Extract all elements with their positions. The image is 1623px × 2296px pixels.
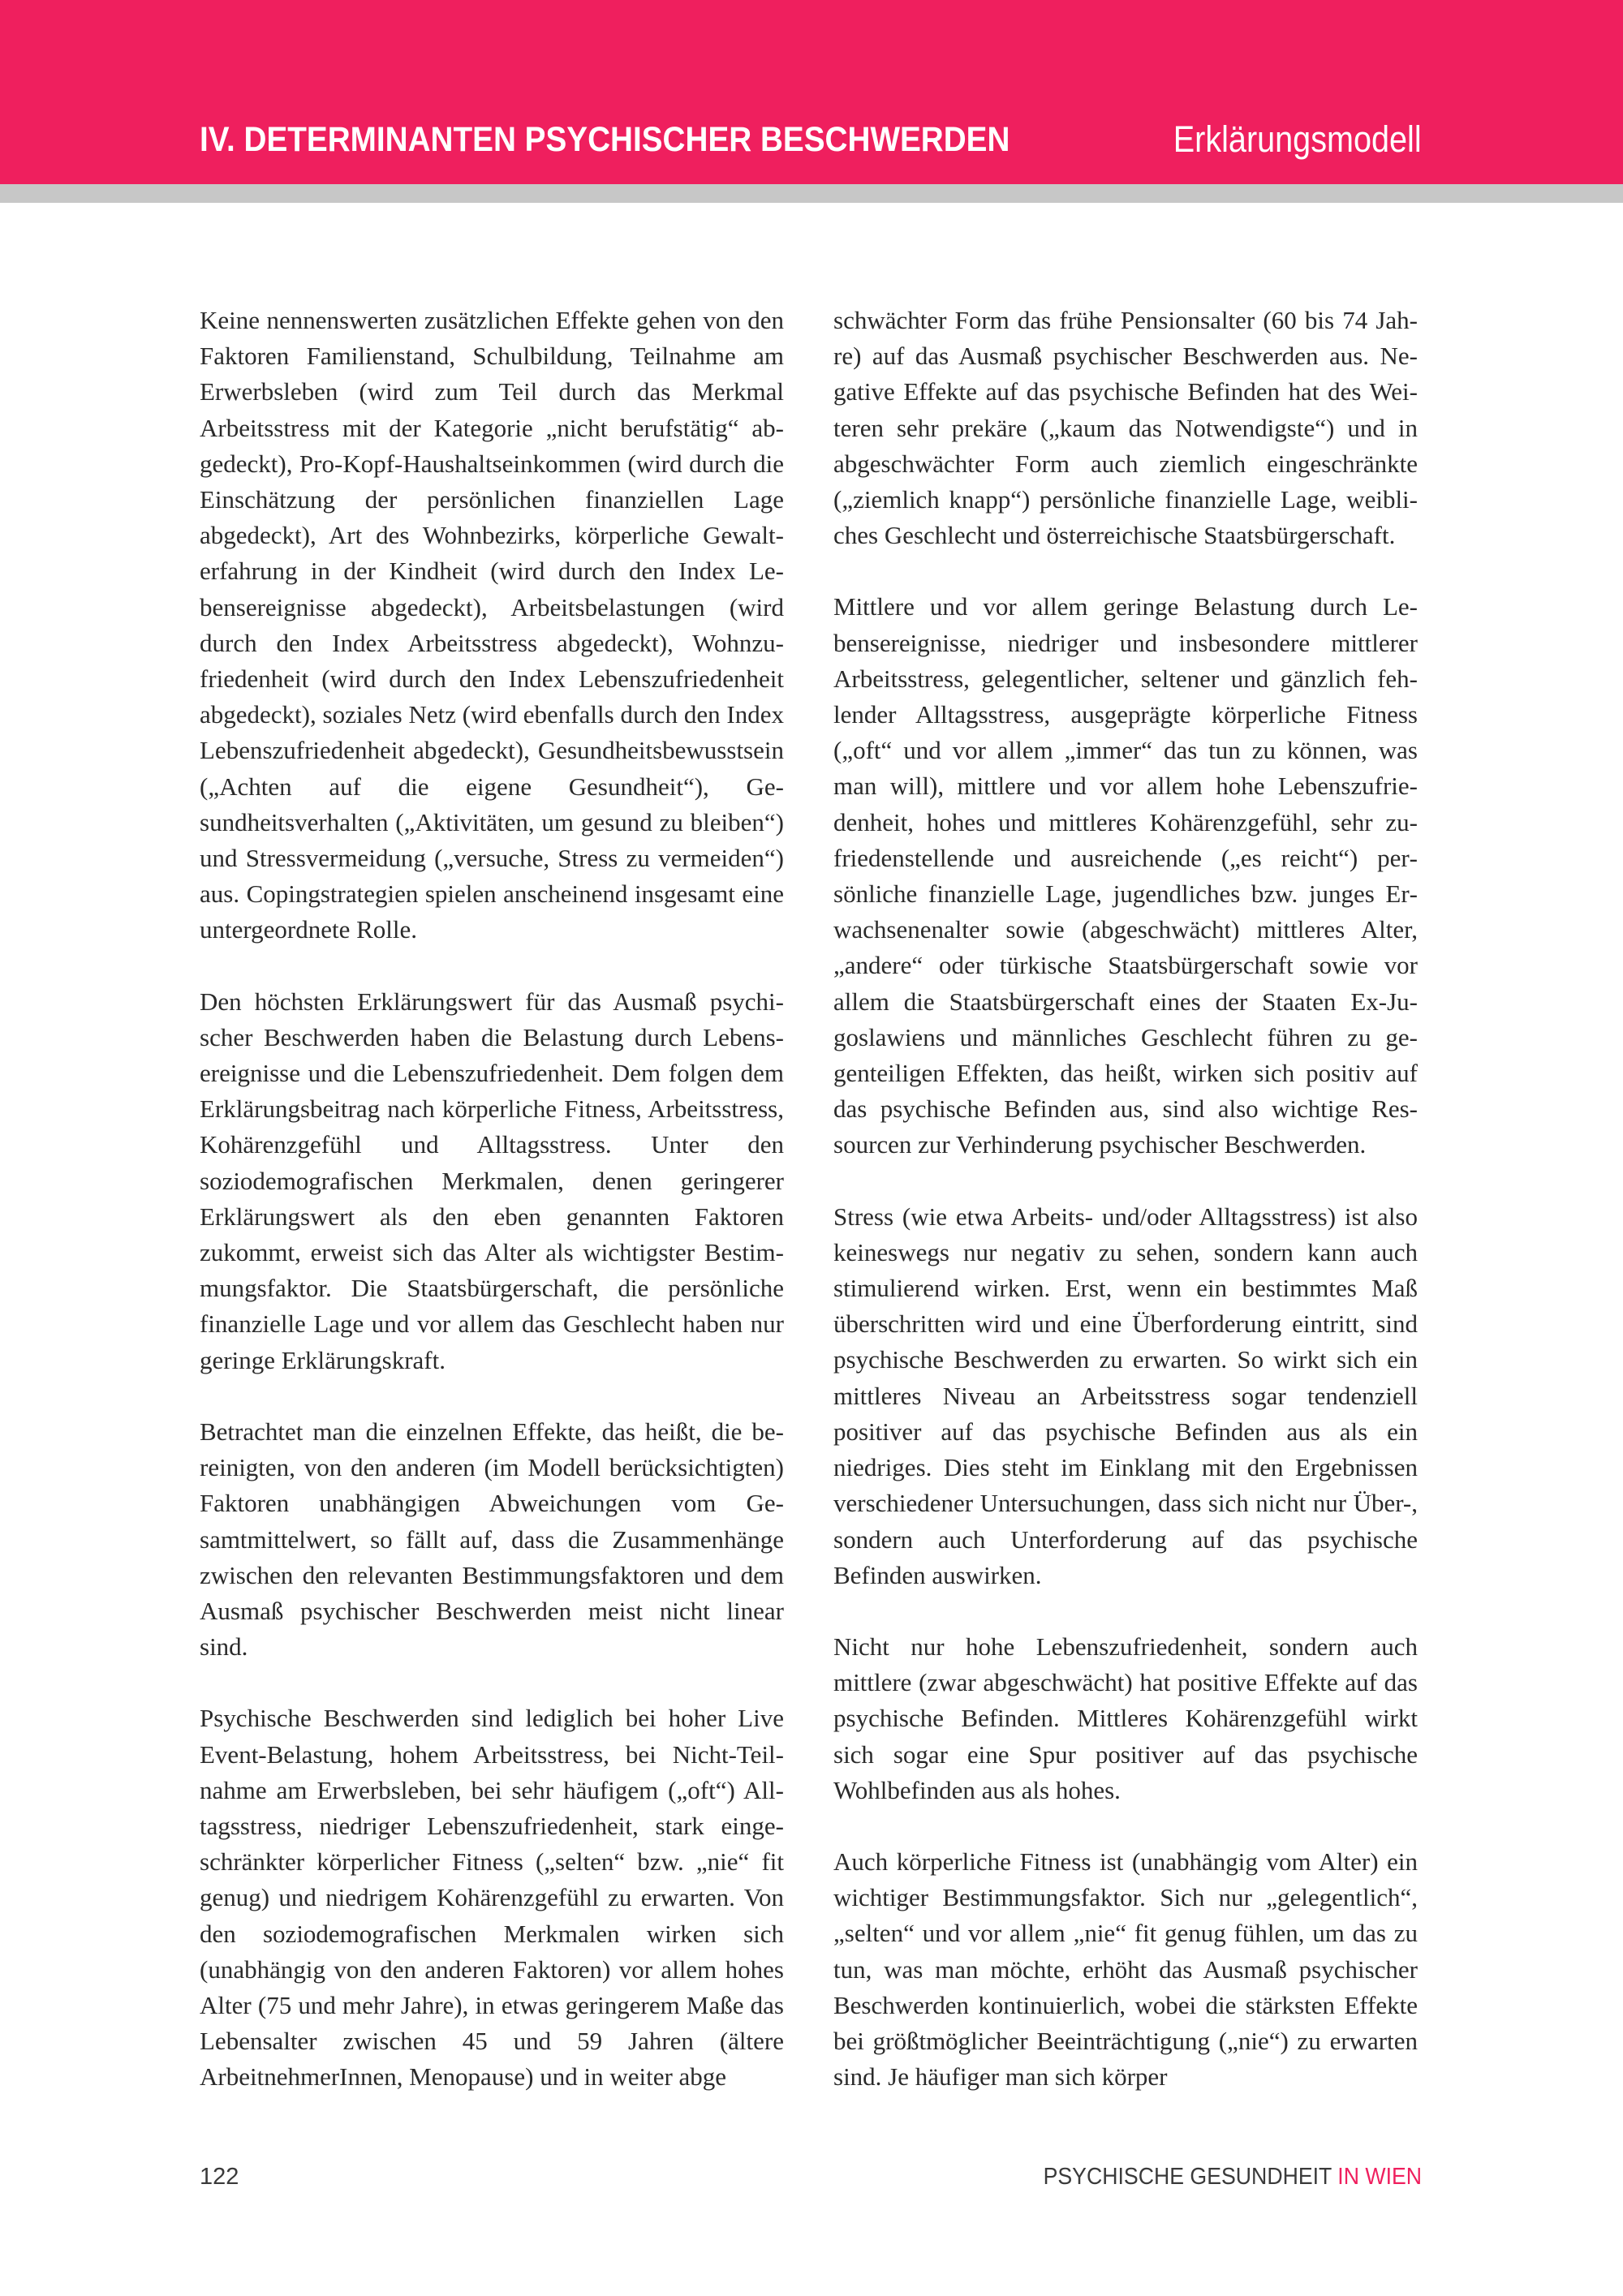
paragraph: Stress (wie etwa Arbeits- und/oder Alltagsstress) ist also keineswegs nur negativ zu sehen, sondern kann auch stimulierend wirken. Erst, wenn ein bestimmtes Maß überschritten wird und eine Überforderung eintritt, sind psychische Beschwerden zu erwarten. So wirkt sich ein mittleres Niveau an Arbeitsstress sogar tendenziell positiver auf das psychische Befinden aus als ein niedriges. Dies steht im Einklang mit den Ergebnissen verschiedener Untersuchungen, dass sich nicht nur Über-, sondern auch Unterforderung auf das psychische Befinden auswirken. [833, 1202, 1418, 1589]
publication-title: PSYCHISCHE GESUNDHEIT [1043, 2164, 1332, 2190]
page-number: 122 [200, 2164, 239, 2190]
header-rule [0, 184, 1623, 203]
paragraph: Psychische Beschwerden sind lediglich bei hoher Live Event-Belastung, hohem Arbeitsstress, bei Nicht-Teilnahme am Erwerbsleben, bei sehr häufigem („oft“) Alltagsstress, niedriger Lebenszufriedenheit, stark eingeschränkter körperlicher Fitness („selten“ bzw. „nie“ fit genug) und niedrigem Kohärenzgefühl zu erwarten. Von den soziodemografischen Merkmalen wirken sich (unabhängig von den anderen Faktoren) vor allem hohes Alter (75 und mehr Jahre), in etwas geringerem Maße das Lebensalter zwischen 45 und 59 Jahren (ältere ArbeitnehmerInnen, Menopause) und in weiter abge [200, 1704, 784, 2092]
left-column [200, 303, 784, 2096]
footer-publication-title [1044, 2162, 1422, 2191]
right-column [833, 303, 1418, 2095]
paragraph: Nicht nur hohe Lebenszufriedenheit, sondern auch mittlere (zwar abgeschwächt) hat positive Effekte auf das psychische Befinden. Mittleres Kohärenzgefühl wirkt sich sogar eine Spur positiver auf das psychische Wohlbefinden aus als hohes. [833, 1632, 1418, 1804]
paragraph: Betrachtet man die einzelnen Effekte, das heißt, die bereinigten, von den anderen (im Modell berücksichtigten) Faktoren unabhängigen Abweichungen vom Gesamtmittelwert, so fällt auf, dass die Zusammenhänge zwischen den relevanten Bestimmungsfaktoren und dem Ausmaß psychischer Beschwerden meist nicht linear sind. [200, 1417, 784, 1662]
paragraph: Mittlere und vor allem geringe Belastung durch Lebensereignisse, niedriger und insbesondere mittlerer Arbeitsstress, gelegentlicher, seltener und gänzlich fehlender Alltagsstress, ausgeprägte körperliche Fitness („oft“ und vor allem „immer“ das tun zu können, was man will), mittlere und vor allem hohe Lebenszufriedenheit, hohes und mittleres Kohärenzgefühl, sehr zufriedenstellende und ausreichende („es reicht“) persönliche finanzielle Lage, jugendliches bzw. junges Erwachsenenalter sowie (abgeschwächt) mittleres Alter, „andere“ oder türkische Staatsbürgerschaft sowie vor allem die Staatsbürgerschaft eines der Staaten Ex-Jugoslawiens und männliches Geschlecht führen zu gegenteiligen Effekten, das heißt, wirken sich positiv auf das psychische Befinden aus, sind also wichtige Ressourcen zur Verhinderung psychischer Beschwerden. [833, 592, 1418, 1159]
chapter-title: IV. DETERMINANTEN PSYCHISCHER BESCHWERDEN [200, 120, 1010, 159]
paragraph: Keine nennenswerten zusätzlichen Effekte gehen von den Faktoren Familienstand, Schulbildung, Teilnahme am Erwerbsleben (wird zum Teil durch das Merkmal Arbeitsstress mit der Kategorie „nicht berufstätig“ abgedeckt), Pro-Kopf-Haushaltseinkommen (wird durch die Einschätzung der persönlichen finanziellen Lage abgedeckt), Art des Wohnbezirks, körperliche Gewalterfahrung in der Kindheit (wird durch den Index Lebensereignisse abgedeckt), Arbeitsbelastungen (wird durch den Index Arbeitsstress abgedeckt), Wohnzufriedenheit (wird durch den Index Lebenszufriedenheit abgedeckt), soziales Netz (wird ebenfalls durch den Index Lebenszufriedenheit abgedeckt), Gesundheitsbewusstsein („Achten auf die eigene Gesundheit“), Gesundheitsverhalten („Aktivitäten, um gesund zu bleiben“) und Stressvermeidung („versuche, Stress zu vermeiden“) aus. Copingstrategien spielen anscheinend insgesamt eine untergeordnete Rolle. [200, 306, 784, 944]
publication-accent: IN WIEN [1337, 2164, 1422, 2190]
paragraph: Auch körperliche Fitness ist (unabhängig vom Alter) ein wichtiger Bestimmungsfaktor. Sich nur „gelegentlich“, „selten“ und vor allem „nie“ fit genug fühlen, um das zu tun, was man möchte, erhöht das Ausmaß psychischer Beschwerden kontinuierlich, wobei die stärksten Effekte bei größtmöglicher Beeinträchtigung („nie“) zu erwarten sind. Je häufiger man sich körper [833, 1847, 1418, 2092]
paragraph: Den höchsten Erklärungswert für das Ausmaß psychischer Beschwerden haben die Belastung durch Lebensereignisse und die Lebenszufriedenheit. Dem folgen dem Erklärungsbeitrag nach körperliche Fitness, Arbeitsstress, Kohärenzgefühl und Alltagsstress. Unter den soziodemografischen Merkmalen, denen geringerer Erklärungswert als den eben genannten Faktoren zukommt, erweist sich das Alter als wichtigster Bestimmungsfaktor. Die Staatsbürgerschaft, die persönliche finanzielle Lage und vor allem das Geschlecht haben nur geringe Erklärungskraft. [200, 987, 784, 1374]
section-label: Erklärungsmodell [1173, 118, 1422, 160]
paragraph: schwächter Form das frühe Pensionsalter (60 bis 74 Jahre) auf das Ausmaß psychischer Beschwerden aus. Negative Effekte auf das psychische Befinden hat des Weiteren sehr prekäre („kaum das Notwendigste“) und in abgeschwächter Form auch ziemlich eingeschränkte („ziemlich knapp“) persönliche finanzielle Lage, weibliches Geschlecht und österreichische Staatsbürgerschaft. [833, 306, 1418, 550]
